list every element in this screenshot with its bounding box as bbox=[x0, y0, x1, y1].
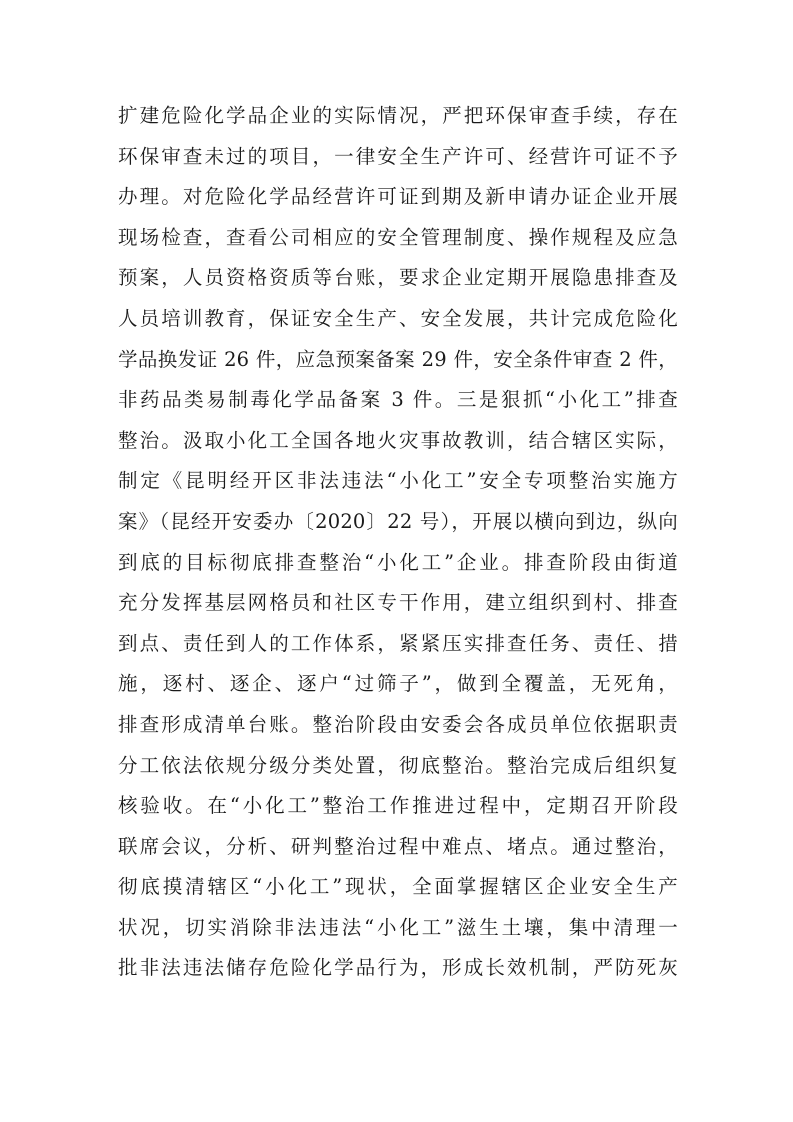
text-line: 充分发挥基层网格员和社区专干作用，建立组织到村、排查 bbox=[118, 591, 678, 615]
text-line: 人员培训教育，保证安全生产、安全发展，共计完成危险化 bbox=[118, 306, 678, 330]
text-line: 批非法违法储存危险化学品行为，形成长效机制，严防死灰 bbox=[118, 956, 678, 980]
text-line: 整治。汲取小化工全国各地火灾事故教训，结合辖区实际， bbox=[118, 428, 678, 452]
text-line: 环保审查未过的项目，一律安全生产许可、经营许可证不予 bbox=[118, 144, 678, 168]
text-line: 彻底摸清辖区“小化工”现状，全面掌握辖区企业安全生产 bbox=[118, 875, 678, 899]
text-line: 扩建危险化学品企业的实际情况，严把环保审查手续，存在 bbox=[118, 104, 678, 127]
text-line: 排查形成清单台账。整治阶段由安委会各成员单位依据职责 bbox=[118, 712, 678, 736]
text-line: 非药品类易制毒化学品备案 3 件。三是狠抓“小化工”排查 bbox=[118, 388, 678, 412]
text-line: 案》（昆经开安委办〔2020〕22 号），开展以横向到边，纵向 bbox=[118, 509, 678, 533]
text-line: 施，逐村、逐企、逐户“过筛子”，做到全覆盖，无死角， bbox=[118, 672, 678, 696]
text-line: 到底的目标彻底排查整治“小化工”企业。排查阶段由街道 bbox=[118, 550, 678, 574]
text-line: 现场检查，查看公司相应的安全管理制度、操作规程及应急 bbox=[118, 225, 678, 249]
text-line: 到点、责任到人的工作体系，紧紧压实排查任务、责任、措 bbox=[118, 631, 678, 655]
text-line: 联席会议，分析、研判整治过程中难点、堵点。通过整治， bbox=[118, 834, 678, 858]
text-line: 分工依法依规分级分类处置，彻底整治。整治完成后组织复 bbox=[118, 753, 678, 777]
text-line: 学品换发证 26 件，应急预案备案 29 件，安全条件审查 2 件， bbox=[118, 347, 678, 371]
text-line: 核验收。在“小化工”整治工作推进过程中，定期召开阶段 bbox=[118, 794, 678, 818]
text-line: 预案，人员资格资质等台账，要求企业定期开展隐患排查及 bbox=[118, 266, 678, 290]
text-line: 状况，切实消除非法违法“小化工”滋生土壤，集中清理一 bbox=[118, 915, 678, 939]
body-text bbox=[118, 96, 678, 989]
text-line: 办理。对危险化学品经营许可证到期及新申请办证企业开展 bbox=[118, 185, 678, 209]
text-line: 制定《昆明经开区非法违法“小化工”安全专项整治实施方 bbox=[118, 469, 678, 493]
